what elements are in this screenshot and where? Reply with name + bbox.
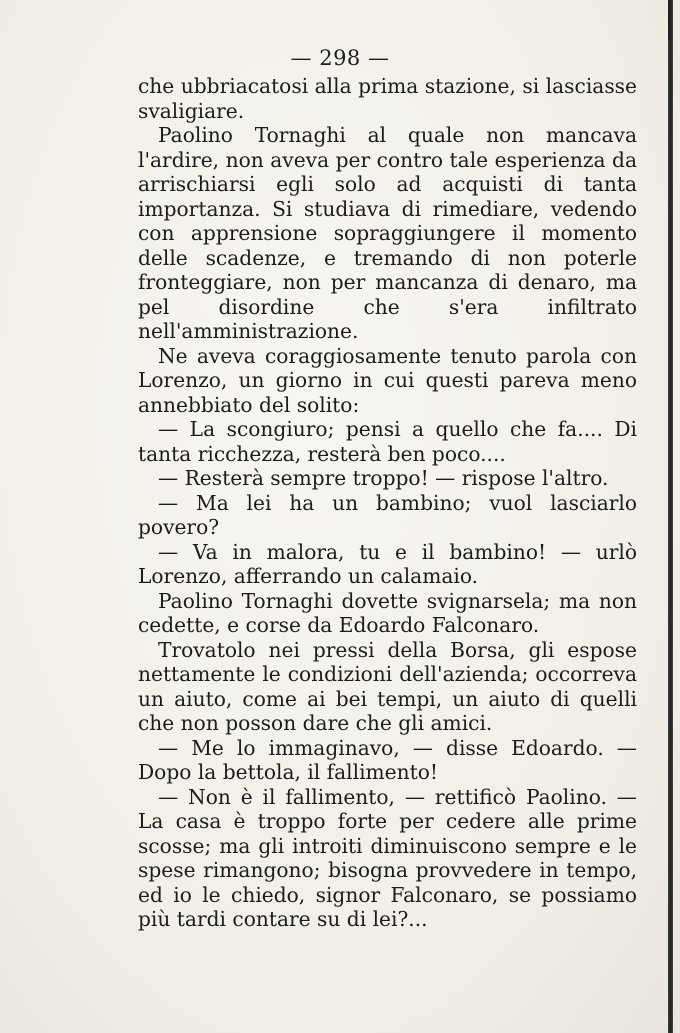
page-edge-shadow [668, 0, 673, 1033]
paragraph-4: — La scongiuro; pensi a quello che fa.... Di tanta ricchezza, resterà ben poco.... [138, 417, 637, 466]
page-number-header: — 298 — [290, 46, 390, 70]
paragraph-8: Paolino Tornaghi dovette svignarsela; ma non cedette, e corse da Edoardo Falconaro. [138, 588, 637, 637]
paragraph-10: — Me lo immaginavo, — disse Edoardo. — Dopo la bettola, il fallimento! [138, 735, 637, 784]
paragraph-5: — Resterà sempre troppo! — rispose l'altro. [158, 466, 609, 490]
paragraph-11: — Non è il fallimento, — rettificò Paolino. — La casa è troppo forte per cedere alle prime scosse; ma gli introiti diminuiscono sempre e le spese rimangono; bisogna provvedere in tempo, ed io le chiedo, signor Falconaro, se possiamo più tardi contare su di lei?... [138, 784, 637, 931]
paragraph-7: — Va in malora, tu e il bambino! — urlò Lorenzo, afferrando un calamaio. [138, 539, 637, 588]
paragraph-6: — Ma lei ha un bambino; vuol lasciarlo povero? [138, 490, 637, 539]
paragraph-3: Ne aveva coraggiosamente tenuto parola con Lorenzo, un giorno in cui questi pareva meno annebbiato del solito: [138, 343, 637, 417]
body-text [138, 74, 637, 932]
paragraph-1: che ubbriacatosi alla prima stazione, si lasciasse svaligiare. [138, 74, 637, 123]
page-edge-mark [668, 0, 671, 40]
paragraph-2: Paolino Tornaghi al quale non mancava l'ardire, non aveva per contro tale esperienza da arrischiarsi egli solo ad acquisti di tanta importanza. Si studiava di rimediare, vedendo con apprensione sopraggiungere il momento delle scadenze, e tremando di non poterle fronteggiare, non per mancanza di denaro, ma pel disordine che s'era infiltrato nell'amministrazione. [138, 123, 637, 343]
paragraph-9: Trovatolo nei pressi della Borsa, gli espose nettamente le condizioni dell'azienda; occorreva un aiuto, come ai bei tempi, un aiuto di quelli che non posson dare che gli amici. [138, 637, 637, 735]
